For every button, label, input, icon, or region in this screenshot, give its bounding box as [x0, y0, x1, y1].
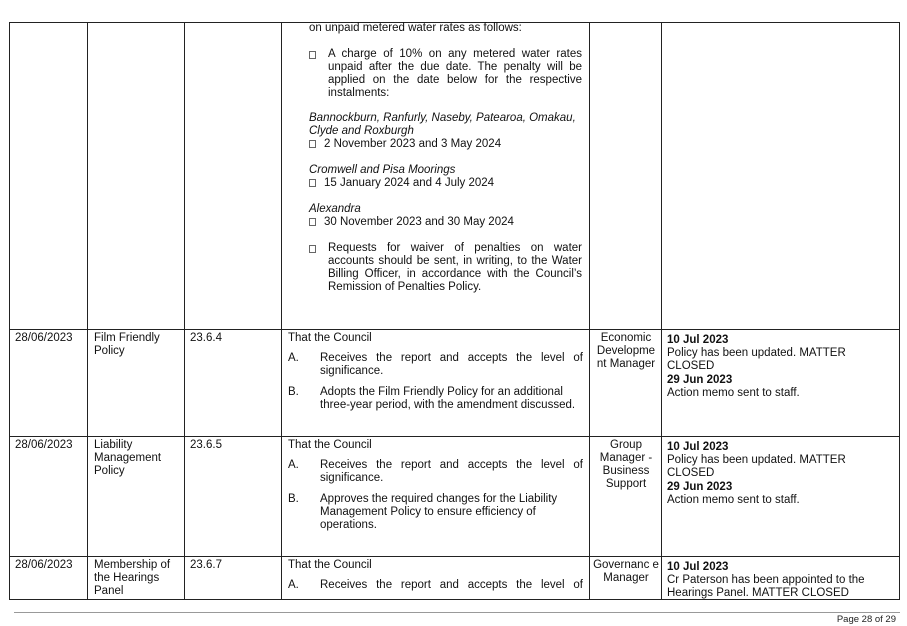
- area-dates-text: 2 November 2023 and 3 May 2024: [324, 138, 502, 150]
- item-letter: A.: [288, 352, 299, 364]
- update-date: 10 Jul 2023: [667, 441, 729, 453]
- resolution-item: [288, 386, 583, 412]
- area-dates: [309, 138, 582, 151]
- update-text: Policy has been updated. MATTER CLOSED: [667, 454, 846, 479]
- table-border-right: [899, 22, 900, 600]
- column-divider: [589, 22, 590, 600]
- update-text: Action memo sent to staff.: [667, 387, 800, 399]
- area-heading: Cromwell and Pisa Moorings: [309, 164, 456, 176]
- resolution-continuation: [309, 22, 582, 294]
- meeting-date: 28/06/2023: [15, 332, 73, 344]
- area-dates-text: 30 November 2023 and 30 May 2024: [324, 216, 514, 228]
- update-text: Cr Paterson has been appointed to the Hearings Panel. MATTER CLOSED: [667, 574, 865, 599]
- area-dates-text: 15 January 2024 and 4 July 2024: [324, 177, 495, 189]
- row-divider: [9, 329, 900, 330]
- bullet-box-icon: [309, 218, 316, 226]
- item-title: Membership of the Hearings Panel: [94, 559, 171, 597]
- item-title: Film Friendly Policy: [94, 332, 160, 357]
- column-divider: [87, 22, 88, 600]
- item-letter: A.: [288, 459, 299, 471]
- resolution: [288, 559, 583, 592]
- item-text: Receives the report and accepts the level of: [320, 579, 583, 591]
- area-heading: Bannockburn, Ranfurly, Naseby, Patearoa, Omakau, Clyde and Roxburgh: [309, 112, 576, 137]
- minutes-table: [9, 22, 900, 600]
- table-border-left: [9, 22, 10, 600]
- item-text: Receives the report and accepts the level of significance.: [320, 459, 583, 484]
- row-divider: [9, 436, 900, 437]
- item-title: Liability Management Policy: [94, 439, 162, 477]
- item-letter: B.: [288, 493, 299, 505]
- page-number: Page 28 of 29: [836, 614, 896, 625]
- item-reference: 23.6.5: [190, 439, 222, 451]
- item-reference: 23.6.7: [190, 559, 222, 571]
- item-text: Adopts the Film Friendly Policy for an additional three-year period, with the amendment discussed.: [320, 386, 576, 411]
- item-letter: B.: [288, 386, 299, 398]
- status-updates: [667, 334, 892, 400]
- area-dates: [309, 216, 582, 229]
- waiver-item: [309, 242, 582, 294]
- resolution-item: [288, 493, 583, 532]
- update-text: Policy has been updated. MATTER CLOSED: [667, 347, 846, 372]
- status-updates: [667, 441, 892, 507]
- penalty-charge-text: A charge of 10% on any metered water rates unpaid after the due date. The penalty will be applied on the date below for the respective instalments:: [328, 48, 582, 99]
- resolution-item: [288, 352, 583, 378]
- resolution-item: [288, 459, 583, 485]
- responsible-officer: Governanc e Manager: [593, 559, 659, 584]
- bullet-box-icon: [309, 51, 316, 59]
- bullet-box-icon: [309, 245, 316, 253]
- row-divider: [9, 556, 900, 557]
- waiver-text: Requests for waiver of penalties on water accounts should be sent, in writing, to the Water Billing Officer, in accordance with the Council’s Remission of Penalties Policy.: [328, 242, 582, 293]
- penalty-charge-item: [309, 48, 582, 100]
- item-letter: A.: [288, 579, 299, 591]
- column-divider: [281, 22, 282, 600]
- update-date: 10 Jul 2023: [667, 334, 729, 346]
- resolution-lead: That the Council: [288, 332, 372, 344]
- status-updates: [667, 561, 893, 600]
- area-heading: Alexandra: [309, 203, 361, 215]
- meeting-date: 28/06/2023: [15, 559, 73, 571]
- bullet-box-icon: [309, 140, 316, 148]
- column-divider: [661, 22, 662, 600]
- update-date: 10 Jul 2023: [667, 561, 729, 573]
- resolution-intro: on unpaid metered water rates as follows:: [309, 22, 522, 34]
- responsible-officer: Group Manager - Business Support: [599, 439, 653, 490]
- item-reference: 23.6.4: [190, 332, 222, 344]
- responsible-officer: Economic Developme nt Manager: [596, 332, 656, 370]
- resolution-lead: That the Council: [288, 439, 372, 451]
- area-dates: [309, 177, 582, 190]
- bullet-box-icon: [309, 179, 316, 187]
- column-divider: [184, 22, 185, 600]
- update-date: 29 Jun 2023: [667, 374, 733, 386]
- item-text: Receives the report and accepts the level of significance.: [320, 352, 583, 377]
- resolution: [288, 439, 583, 532]
- update-text: Action memo sent to staff.: [667, 494, 800, 506]
- resolution: [288, 332, 583, 412]
- resolution-item: [288, 579, 583, 592]
- footer-rule: [14, 612, 900, 613]
- resolution-lead: That the Council: [288, 559, 372, 571]
- update-date: 29 Jun 2023: [667, 481, 733, 493]
- meeting-date: 28/06/2023: [15, 439, 73, 451]
- item-text: Approves the required changes for the Liability Management Policy to ensure efficiency of operations.: [320, 493, 558, 531]
